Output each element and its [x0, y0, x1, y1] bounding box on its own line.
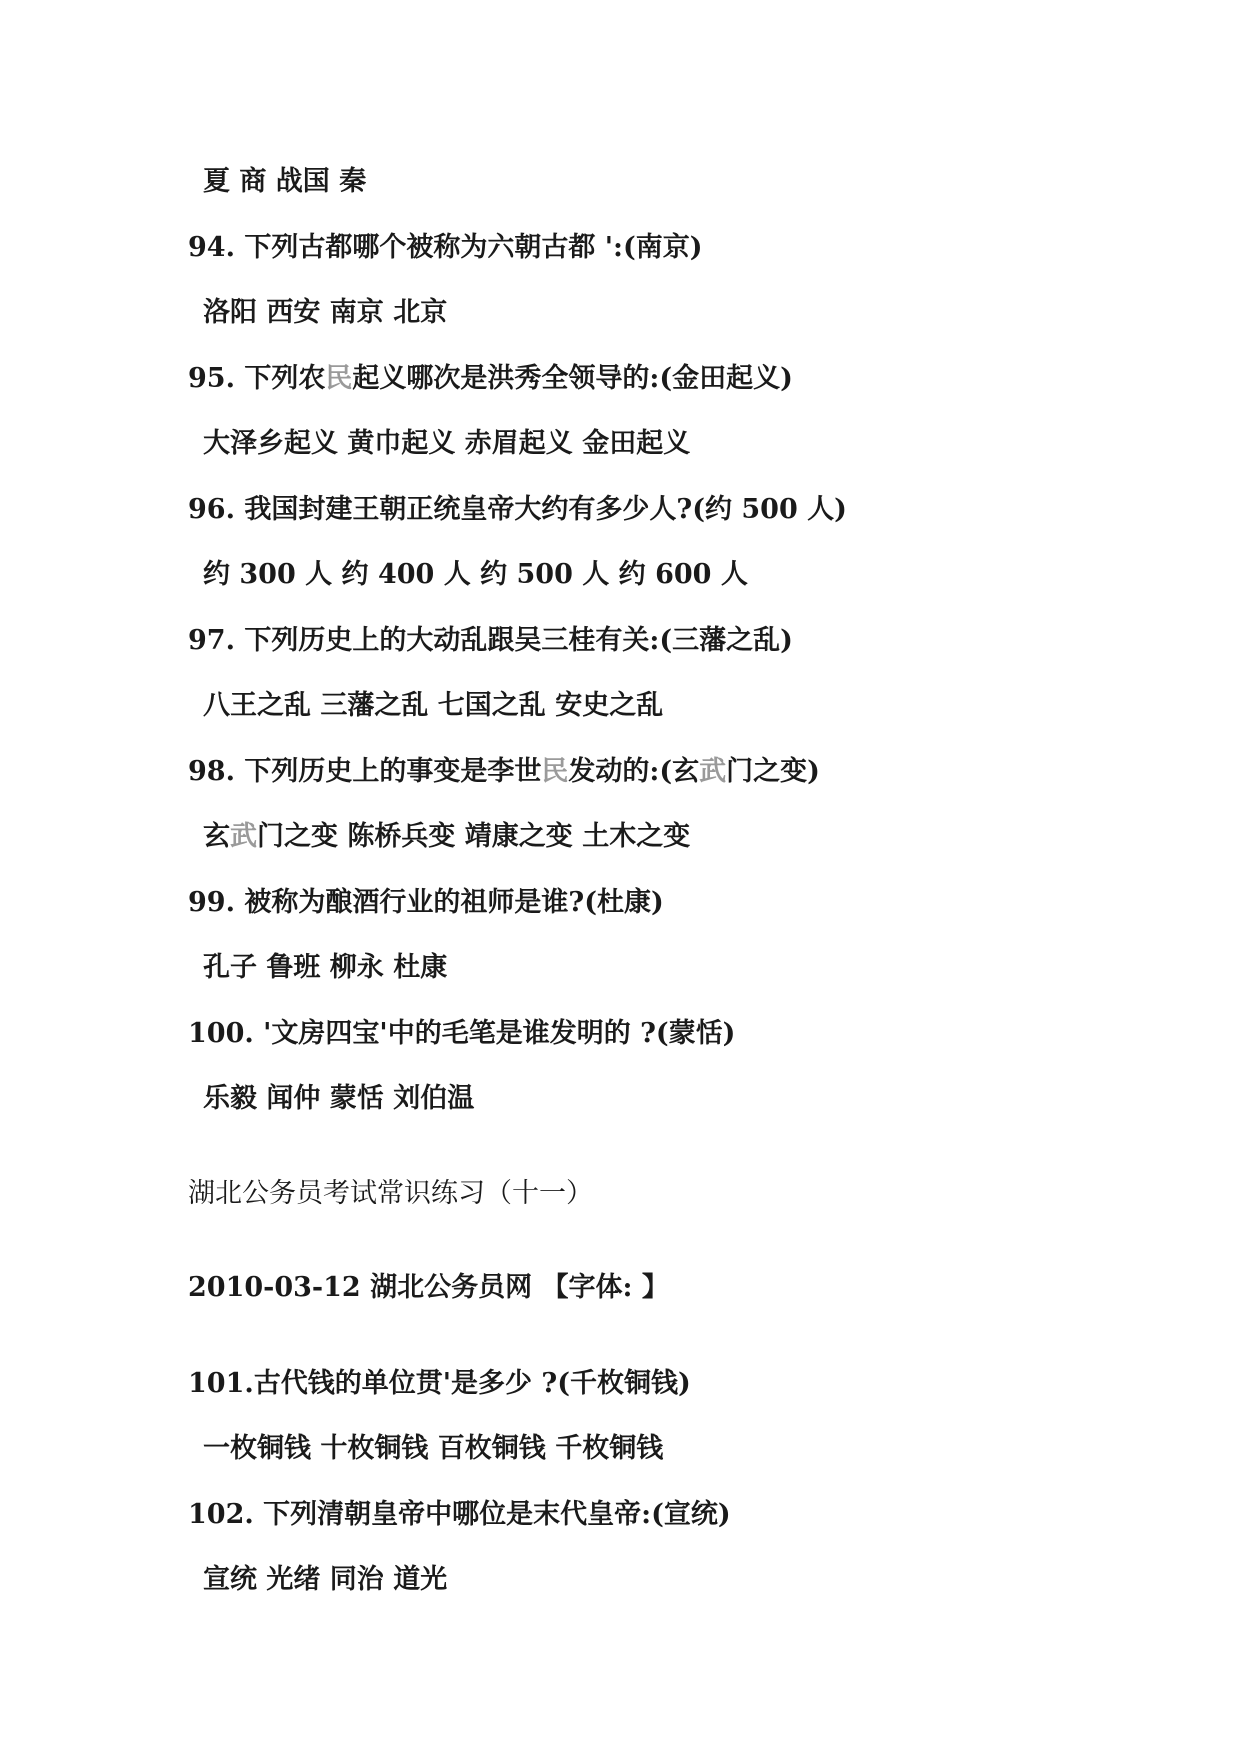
question-102: 102. 下列清朝皇帝中哪位是末代皇帝:(宣统) — [188, 1499, 731, 1530]
question-99: 99. 被称为酿酒行业的祖师是谁?(杜康) — [188, 887, 664, 918]
options-97: 八王之乱 三藩之乱 七国之乱 安史之乱 — [203, 690, 664, 721]
question-98: 98. 下列历史上的事变是李世民发动的:(玄武门之变) — [188, 756, 820, 787]
options-100: 乐毅 闻仲 蒙恬 刘伯温 — [203, 1083, 475, 1114]
question-100: 100. '文房四宝'中的毛笔是谁发明的 ?(蒙恬) — [188, 1018, 736, 1049]
question-94: 94. 下列古都哪个被称为六朝古都 ':(南京) — [188, 232, 703, 263]
question-96: 96. 我国封建王朝正统皇帝大约有多少人?(约 500 人) — [188, 494, 847, 525]
section-title: 湖北公务员考试常识练习（十一） — [188, 1178, 593, 1209]
options-98: 玄武门之变 陈桥兵变 靖康之变 土木之变 — [203, 821, 691, 852]
options-101: 一枚铜钱 十枚铜钱 百枚铜钱 千枚铜钱 — [203, 1433, 664, 1464]
options-93: 夏 商 战国 秦 — [203, 166, 367, 197]
options-94: 洛阳 西安 南京 北京 — [203, 297, 448, 328]
options-95: 大泽乡起义 黄巾起义 赤眉起义 金田起义 — [203, 428, 691, 459]
article-meta: 2010-03-12 湖北公务员网 【字体: 】 — [188, 1272, 669, 1303]
question-101: 101.古代钱的单位贯'是多少 ?(千枚铜钱) — [188, 1368, 691, 1399]
options-96: 约 300 人 约 400 人 约 500 人 约 600 人 — [203, 559, 748, 590]
options-99: 孔子 鲁班 柳永 杜康 — [203, 952, 448, 983]
question-95: 95. 下列农民起义哪次是洪秀全领导的:(金田起义) — [188, 363, 793, 394]
options-102: 宣统 光绪 同治 道光 — [203, 1564, 448, 1595]
question-97: 97. 下列历史上的大动乱跟吴三桂有关:(三藩之乱) — [188, 625, 793, 656]
